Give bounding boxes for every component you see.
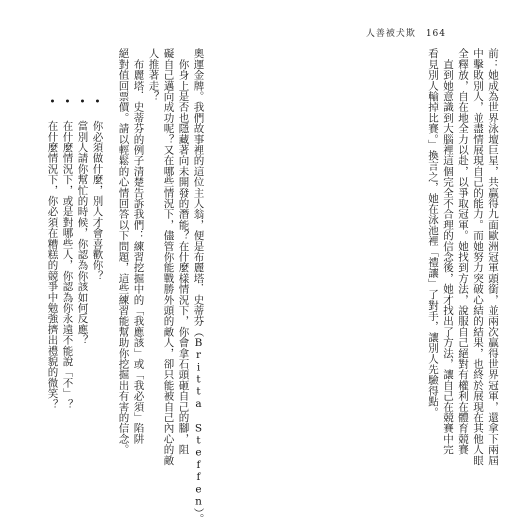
- question-text: 當別人請你幫忙的時候，你認為你該如何反應？: [76, 120, 89, 346]
- bullet-icon: •: [91, 96, 104, 109]
- page-number: 164: [425, 29, 446, 39]
- running-header: [360, 26, 446, 39]
- text-column-2: 直到她意識到大腦裡這個完全不合理的信念後，她才找出了方法，讓自己在競賽中完: [442, 48, 454, 455]
- text-column-9: 人推著走？: [147, 48, 160, 102]
- bullet-icon: •: [46, 96, 59, 109]
- text-column-11: 絕對值回票價。請以輕鬆的心情回答以下問題，這些練習能幫助你挖掘出有害的信念。: [117, 48, 130, 455]
- question-item: [77, 96, 88, 345]
- question-item: [47, 96, 58, 409]
- question-item: [92, 96, 103, 281]
- question-item: [62, 96, 73, 409]
- text-column-10: 布麗塔．史蒂芬的例子清楚告訴我們：練習挖掘中的「我應該」或「我必須」陷阱: [132, 48, 145, 444]
- question-text: 在什麼情況下，你必須在糟糕的競爭中勉強擠出禮貌的微笑？: [46, 120, 59, 410]
- running-title: 人善被犬欺: [365, 29, 416, 39]
- text-column-4: 中擊敗別人，並盡情展現自己的能力。而她努力突破心結的結果，也終於展現在其他人眼: [472, 48, 484, 466]
- text-column-1: 看見別人輸掉比賽。」換言之，她在泳池裡「禮讓」了對手，讓別人先驗得點。: [427, 48, 439, 418]
- text-column-3: 全釋放，自在地全力以赴，以爭取冠軍。她找到方法，說服自己絕對有權利在體育競賽: [457, 48, 469, 455]
- text-column-7: 你身上是否也隱藏著向未開發的潛能？在什麼樣情況下，你會拿石頭砸自己的腳，阻: [177, 48, 190, 455]
- text-column-8: 礙自己邁向成功呢？又在哪些情況下，儘管你能戰勝外頭的敵人，卻只能被自己內心的敵: [162, 48, 175, 466]
- bullet-icon: •: [76, 96, 89, 109]
- question-text: 你必須做什麼，別人才會喜歡你？: [91, 120, 104, 281]
- bullet-icon: •: [61, 96, 74, 109]
- text-column-6: 奧運金牌。我們故事裡的這位主人翁，便是布麗塔．史蒂芬（Britta Steffen）。: [192, 48, 205, 524]
- question-text: 在什麼情況下，或是對哪些人，你認為你永遠不能說「不」？: [61, 120, 74, 410]
- text-column-5: 前：她成為世界泳壇巨星，共贏得九面歐洲冠軍頭銜，並兩次贏得世界冠軍，還拿下兩屆: [487, 48, 499, 466]
